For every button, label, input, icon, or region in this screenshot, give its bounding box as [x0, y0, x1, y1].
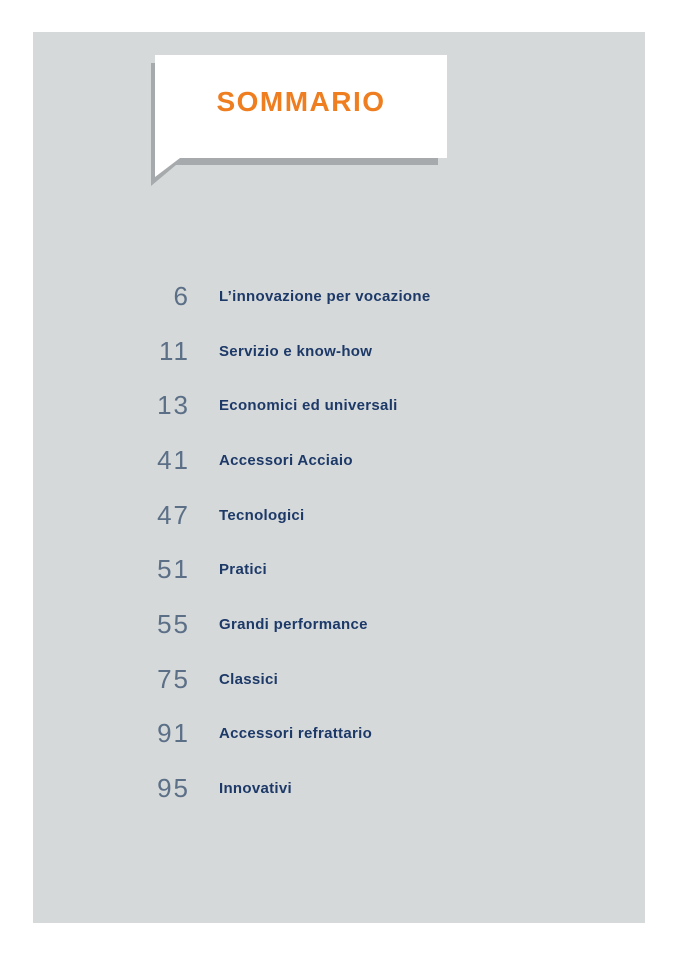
toc-page-number: 41	[157, 444, 190, 475]
toc-row	[133, 707, 553, 762]
toc-page-number: 91	[157, 718, 190, 749]
toc-entry-title: Classici	[219, 670, 279, 688]
toc-row	[133, 269, 553, 324]
toc-entry-title: Accessori refrattario	[219, 725, 373, 743]
toc-page-number: 47	[157, 499, 190, 530]
toc-row	[133, 324, 553, 379]
sommario-title: SOMMARIO	[216, 86, 386, 117]
toc-row	[133, 542, 553, 597]
toc-page-number: 51	[157, 554, 190, 585]
toc-page-number: 75	[157, 663, 190, 694]
toc-entry-title: Grandi performance	[219, 615, 368, 633]
toc-page-number: 55	[157, 608, 190, 639]
toc-page-number: 95	[157, 773, 190, 804]
toc-page-number: 6	[173, 280, 190, 311]
toc-row	[133, 378, 553, 433]
toc-page-number: 11	[159, 335, 190, 366]
toc-entry-title: Pratici	[219, 561, 267, 579]
toc-row	[133, 761, 553, 816]
toc-page-number: 13	[157, 390, 190, 421]
toc-entry-title: Innovativi	[219, 780, 293, 798]
toc-entry-title: Accessori Acciaio	[219, 451, 353, 469]
catalog-page-background	[33, 32, 645, 923]
toc-entry-title: Economici ed universali	[219, 397, 398, 415]
toc-entry-title: Servizio e know-how	[219, 342, 373, 360]
toc-entry-title: L’innovazione per vocazione	[219, 287, 431, 305]
table-of-contents	[133, 269, 553, 816]
toc-entry-title: Tecnologici	[219, 506, 305, 524]
toc-row	[133, 652, 553, 707]
toc-row	[133, 488, 553, 543]
toc-row	[133, 433, 553, 488]
toc-row	[133, 597, 553, 652]
